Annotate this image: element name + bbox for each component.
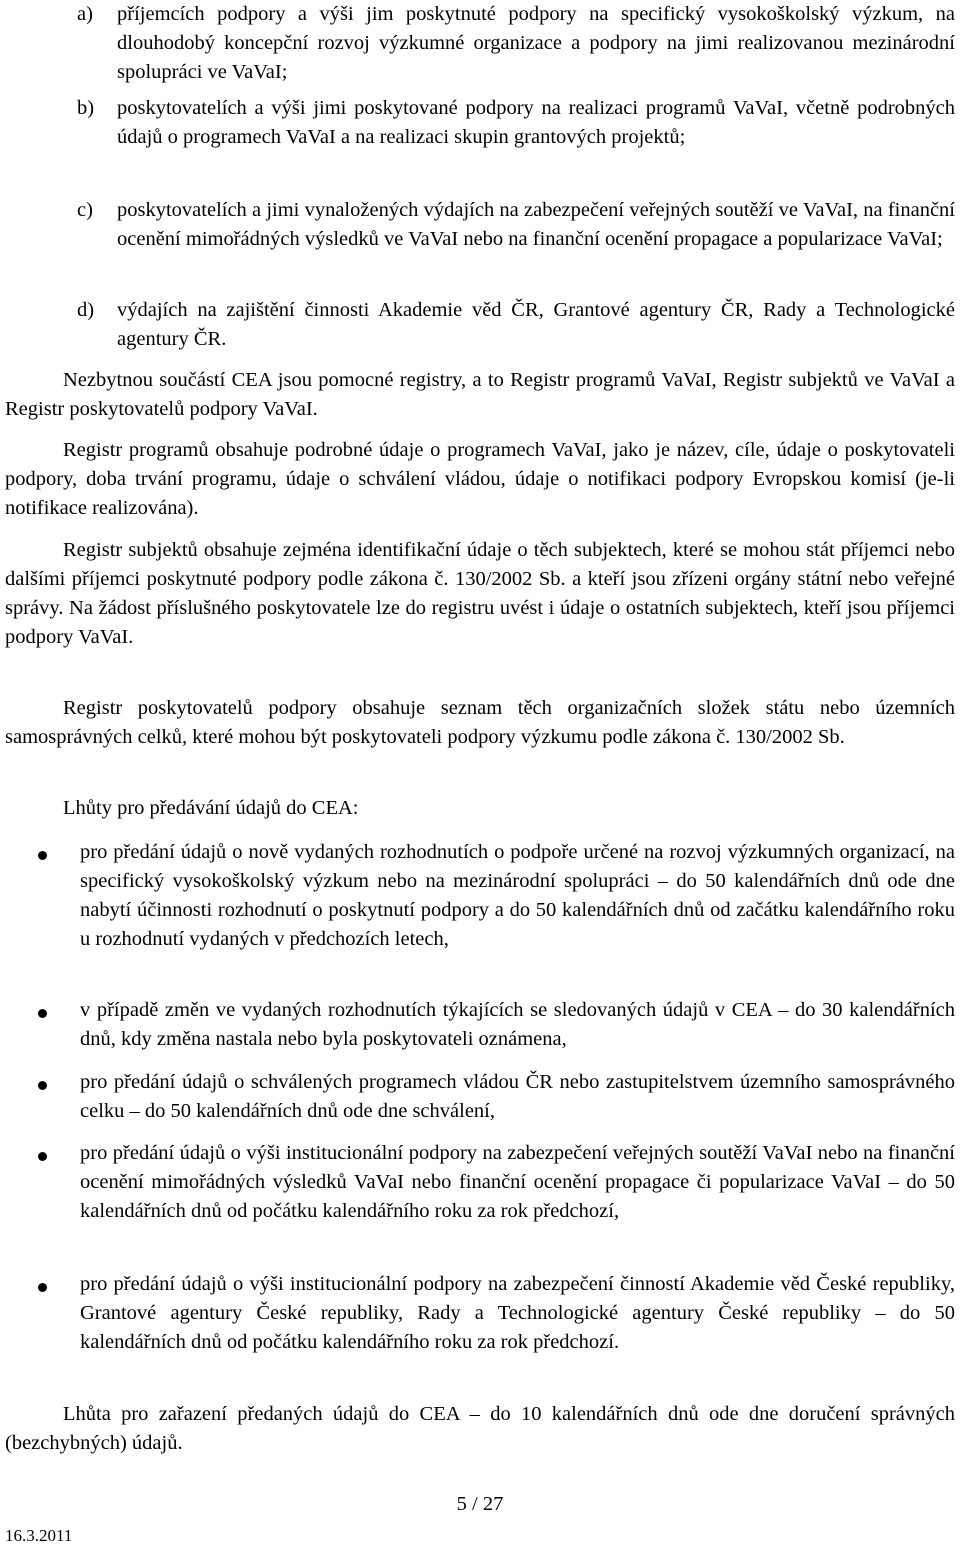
bullet-text: pro předání údajů o výši institucionální podpory na zabezpečení veřejných soutěží VaVaI nebo na finanční ocenění mimořádných výsledků VaVaI nebo finanční ocenění propagace či popularizace VaVaI – do 50 kalendářních dnů od počátku kalendářního roku za rok předchozí, [80, 1142, 955, 1222]
paragraph-provider-registry: Registr poskytovatelů podpory obsahuje seznam těch organizačních složek státu nebo územních samosprávných celků, které mohou být poskytovateli podpory výzkumu podle zákona č. 130/2002 Sb. [5, 697, 955, 748]
deadlines-heading: Lhůty pro předávání údajů do CEA: [63, 797, 359, 819]
bullet-text: pro předání údajů o schválených programech vládou ČR nebo zastupitelstvem územního samosprávného celku – do 50 kalendářních dnů ode dne schválení, [80, 1071, 955, 1122]
list-item-text: příjemcích podpory a výši jim poskytnuté podpory na specifický vysokoškolský výzkum, na dlouhodobý koncepční rozvoj výzkumné organizace a podpory na jimi realizovanou mezinárodní spolupráci ve VaVaI; [117, 3, 955, 83]
bullet-icon [38, 1283, 47, 1292]
footer-date: 16.3.2011 [5, 1526, 73, 1545]
paragraph-subject-registry: Registr subjektů obsahuje zejména identifikační údaje o těch subjektech, které se mohou stát příjemci nebo dalšími příjemci poskytnuté podpory podle zákona č. 130/2002 Sb. a kteří jsou zřízeni orgány státní nebo veřejné správy. Na žádost příslušného poskytovatele lze do registru uvést i údaje o ostatních subjektech, kteří jsou příjemci podpory VaVaI. [5, 539, 955, 648]
page-number: 5 / 27 [456, 1493, 504, 1515]
bullet-icon [38, 1152, 47, 1161]
list-item-text: poskytovatelích a výši jimi poskytované podpory na realizaci programů VaVaI, včetně podrobných údajů o programech VaVaI a na realizaci skupin grantových projektů; [117, 97, 955, 148]
bullet-item [0, 1270, 960, 1357]
list-item-label: c) [77, 199, 93, 221]
paragraph-registries: Nezbytnou součástí CEA jsou pomocné registry, a to Registr programů VaVaI, Registr subjektů ve VaVaI a Registr poskytovatelů podpory VaVaI. [5, 369, 955, 420]
bullet-item [0, 1139, 960, 1226]
list-item-label: d) [77, 299, 95, 321]
list-item-a [0, 0, 960, 87]
list-item-label: b) [77, 97, 95, 119]
bullet-text: pro předání údajů o výši institucionální podpory na zabezpečení činností Akademie věd České republiky, Grantové agentury České republiky, Rady a Technologické agentury České republiky – do 50 kalendářních dnů od počátku kalendářního roku za rok předchozí. [80, 1273, 955, 1353]
list-item-text: výdajích na zajištění činnosti Akademie věd ČR, Grantové agentury ČR, Rady a Technologické agentury ČR. [117, 299, 955, 350]
bullet-item [0, 1068, 960, 1126]
bullet-item [0, 996, 960, 1054]
list-item-d [0, 296, 960, 354]
list-item-c [0, 196, 960, 254]
paragraph-program-registry: Registr programů obsahuje podrobné údaje o programech VaVaI, jako je název, cíle, údaje o poskytovateli podpory, doba trvání programu, údaje o schválení vládou, údaje o notifikaci podpory Evropskou komisí (je-li notifikace realizována). [5, 439, 955, 519]
bullet-icon [38, 1009, 47, 1018]
bullet-icon [38, 1081, 47, 1090]
list-item-b [0, 94, 960, 152]
list-item-label: a) [77, 3, 93, 25]
bullet-text: v případě změn ve vydaných rozhodnutích týkajících se sledovaných údajů v CEA – do 30 kalendářních dnů, kdy změna nastala nebo byla poskytovateli oznámena, [80, 999, 955, 1050]
list-item-text: poskytovatelích a jimi vynaložených výdajích na zabezpečení veřejných soutěží ve VaVaI, na finanční ocenění mimořádných výsledků ve VaVaI nebo na finanční ocenění propagace a popularizace VaVaI; [117, 199, 955, 250]
bullet-icon [38, 851, 47, 860]
paragraph-final-deadline: Lhůta pro zařazení předaných údajů do CEA – do 10 kalendářních dnů ode dne doručení správných (bezchybných) údajů. [5, 1403, 955, 1454]
bullet-item [0, 838, 960, 954]
bullet-text: pro předání údajů o nově vydaných rozhodnutích o podpoře určené na rozvoj výzkumných organizací, na specifický vysokoškolský výzkum nebo na mezinárodní spolupráci – do 50 kalendářních dnů ode dne nabytí účinnosti rozhodnutí o poskytnutí podpory a do 50 kalendářních dnů od začátku kalendářního roku u rozhodnutí vydaných v předchozích letech, [80, 841, 955, 950]
